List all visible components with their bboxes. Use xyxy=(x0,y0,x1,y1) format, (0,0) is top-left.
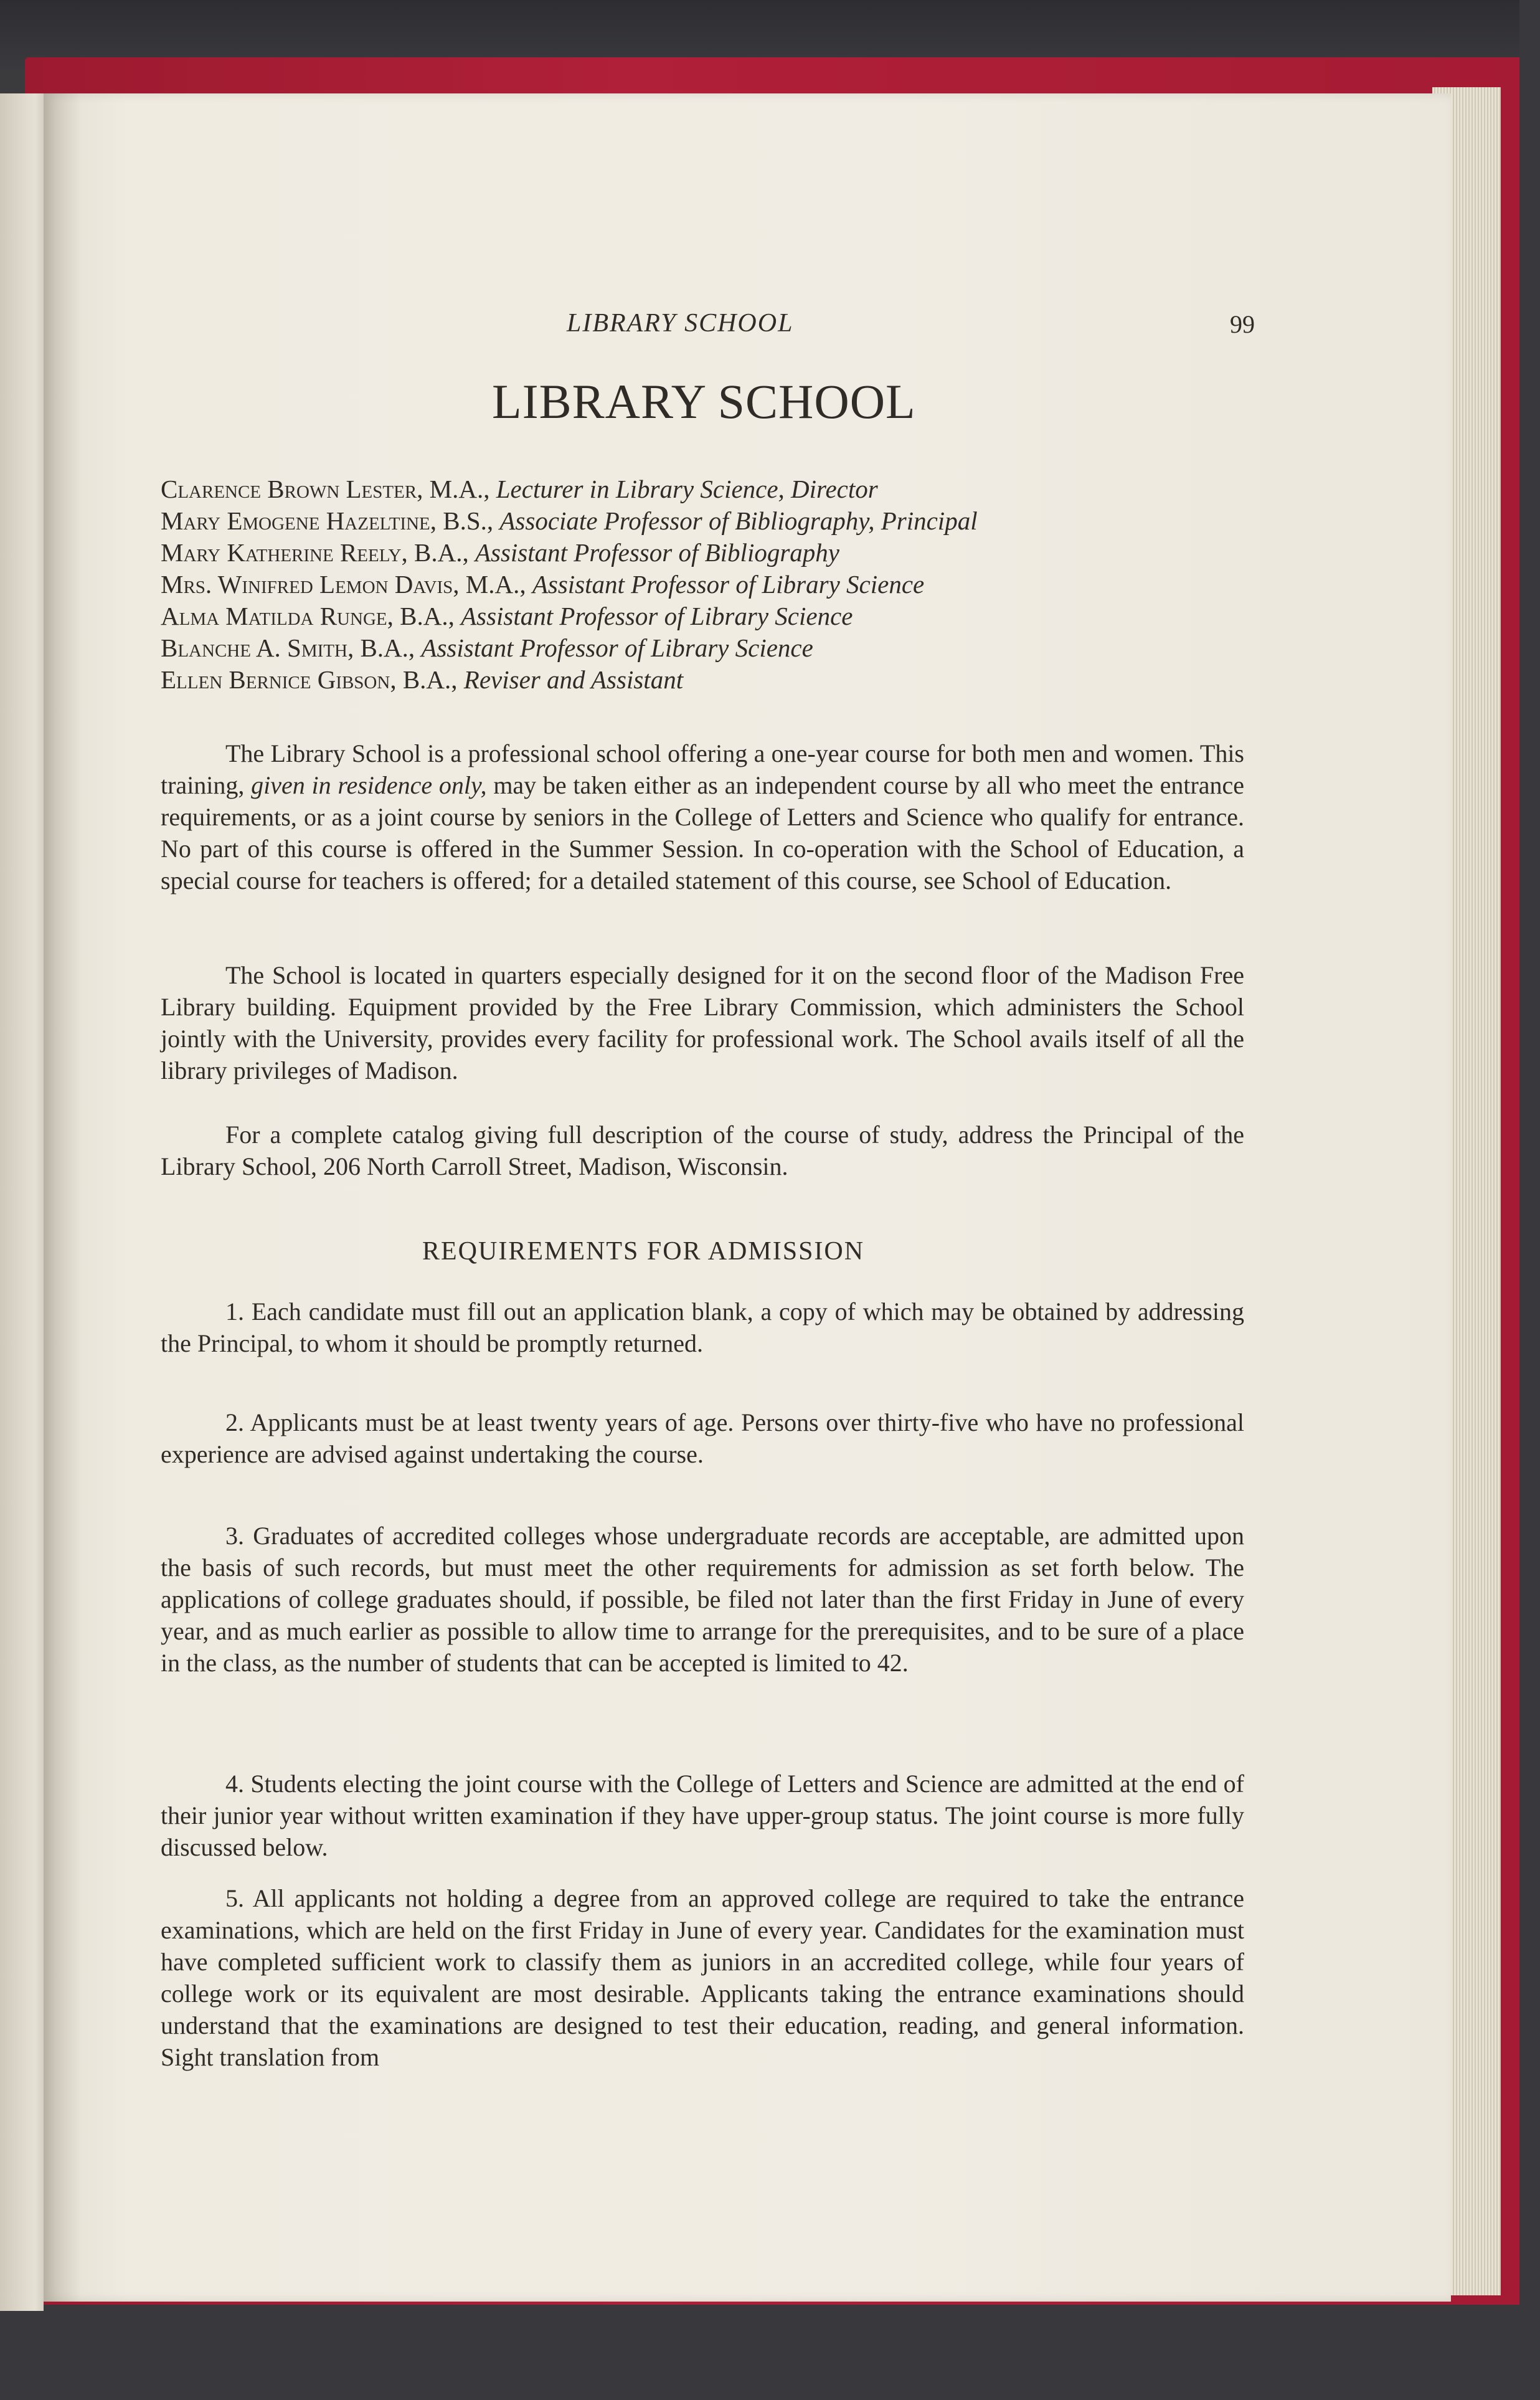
requirement-item: 1. Each candidate must fill out an application blank, a copy of which may be obtained by addressing the Principal, to whom it should be promptly returned. xyxy=(161,1297,1244,1357)
staff-entry: Mary Emogene Hazeltine, B.S., Associate Professor of Bibliography, Principal xyxy=(161,506,978,535)
staff-name: Mrs. Winifred Lemon Davis xyxy=(161,570,453,599)
intro-paragraph xyxy=(161,738,1244,896)
staff-name: Blanche A. Smith xyxy=(161,633,347,662)
staff-name: Mary Emogene Hazeltine xyxy=(161,506,430,535)
staff-entry: Blanche A. Smith, B.A., Assistant Professor of Library Science xyxy=(161,633,813,662)
staff-degree: M.A. xyxy=(429,475,484,503)
staff-entry: Clarence Brown Lester, M.A., Lecturer in Library Science, Director xyxy=(161,475,878,503)
staff-entry: Ellen Bernice Gibson, B.A., Reviser and Assistant xyxy=(161,665,684,694)
staff-degree: B.A. xyxy=(400,602,448,630)
staff-name: Alma Matilda Runge xyxy=(161,602,387,630)
staff-role: Lecturer in Library Science, Director xyxy=(496,475,878,503)
scan-background-bottom xyxy=(0,2305,1540,2400)
page-title: LIBRARY SCHOOL xyxy=(492,374,916,429)
staff-role: Assistant Professor of Library Science xyxy=(461,602,853,630)
staff-degree: B.A. xyxy=(402,665,451,694)
staff-degree: B.A. xyxy=(413,538,463,567)
staff-name: Ellen Bernice Gibson xyxy=(161,665,390,694)
requirement-item: 2. Applicants must be at least twenty years of age. Persons over thirty-five who have no professional experience are advised against undertaking the course. xyxy=(161,1408,1244,1468)
staff-role: Assistant Professor of Bibliography xyxy=(475,538,839,567)
staff-name: Clarence Brown Lester xyxy=(161,475,417,503)
intro-text: The Library School is a professional school offering a one-year course for both men and women. This training, xyxy=(161,739,1244,799)
staff-role: Assistant Professor of Library Science xyxy=(532,570,925,599)
staff-entry: Mrs. Winifred Lemon Davis, M.A., Assistant Professor of Library Science xyxy=(161,570,925,599)
staff-role: Associate Professor of Bibliography, Principal xyxy=(499,506,978,535)
staff-degree: B.S. xyxy=(443,506,487,535)
intro-emphasis: given in residence only, xyxy=(251,771,487,799)
staff-degree: B.A. xyxy=(360,633,409,662)
staff-entry: Mary Katherine Reely, B.A., Assistant Professor of Bibliography xyxy=(161,538,839,567)
gutter-shadow xyxy=(44,93,81,2302)
page-number: 99 xyxy=(1230,310,1255,338)
catalog-paragraph: For a complete catalog giving full description of the course of study, address the Principal of the Library School, 206 North Carroll Street, Madison, Wisconsin. xyxy=(161,1121,1244,1180)
staff-role: Reviser and Assistant xyxy=(463,665,684,694)
staff-name: Mary Katherine Reely xyxy=(161,538,402,567)
requirement-item: 5. All applicants not holding a degree from an approved college are required to take the entrance examinations, which are held on the first Friday in June of every year. Candidates for the examination must have completed sufficient work to classify them as juniors in an accredited college, while four years of college work or its equivalent are most desirable. Applicants taking the entrance examinations should understand that the examinations are designed to test their education, reading, and general information. Sight translation from xyxy=(161,1884,1244,2071)
requirement-item: 4. Students electing the joint course with the College of Letters and Science are admitted at the end of their junior year without written examination if they have upper-group status. The joint course is more fully discussed below. xyxy=(161,1770,1244,1861)
requirement-item: 3. Graduates of accredited colleges whose undergraduate records are acceptable, are admitted upon the basis of such records, but must meet the other requirements for admission as set forth below. The applications of college graduates should, if possible, be filed not later than the first Friday in June of every year, and as much earlier as possible to allow time to arrange for the prerequisites, and to be sure of a place in the class, as the number of students that can be accepted is limited to 42. xyxy=(161,1522,1244,1677)
staff-list xyxy=(161,473,978,696)
section-heading: REQUIREMENTS FOR ADMISSION xyxy=(422,1237,865,1266)
previous-page-edge xyxy=(0,93,44,2311)
intro-text: may be taken either as an independent course by all who meet the entrance requirements, or as a joint course by seniors in the College of Letters and Science who qualify for entrance. No part of this course is offered in the Summer Session. In co-operation with the School of Education, a special course for teachers is offered; for a detailed statement of this course, see School of Education. xyxy=(161,771,1245,894)
staff-entry: Alma Matilda Runge, B.A., Assistant Professor of Library Science xyxy=(161,602,853,630)
location-paragraph: The School is located in quarters especially designed for it on the second floor of the Madison Free Library building. Equipment provided by the Free Library Commission, which administers the School jointly with the University, provides every facility for professional work. The School avails itself of all the library privileges of Madison. xyxy=(161,961,1244,1084)
staff-degree: M.A. xyxy=(465,570,520,599)
staff-role: Assistant Professor of Library Science xyxy=(421,633,813,662)
scan-background-right xyxy=(1519,0,1540,2400)
running-head: LIBRARY SCHOOL xyxy=(567,309,794,338)
